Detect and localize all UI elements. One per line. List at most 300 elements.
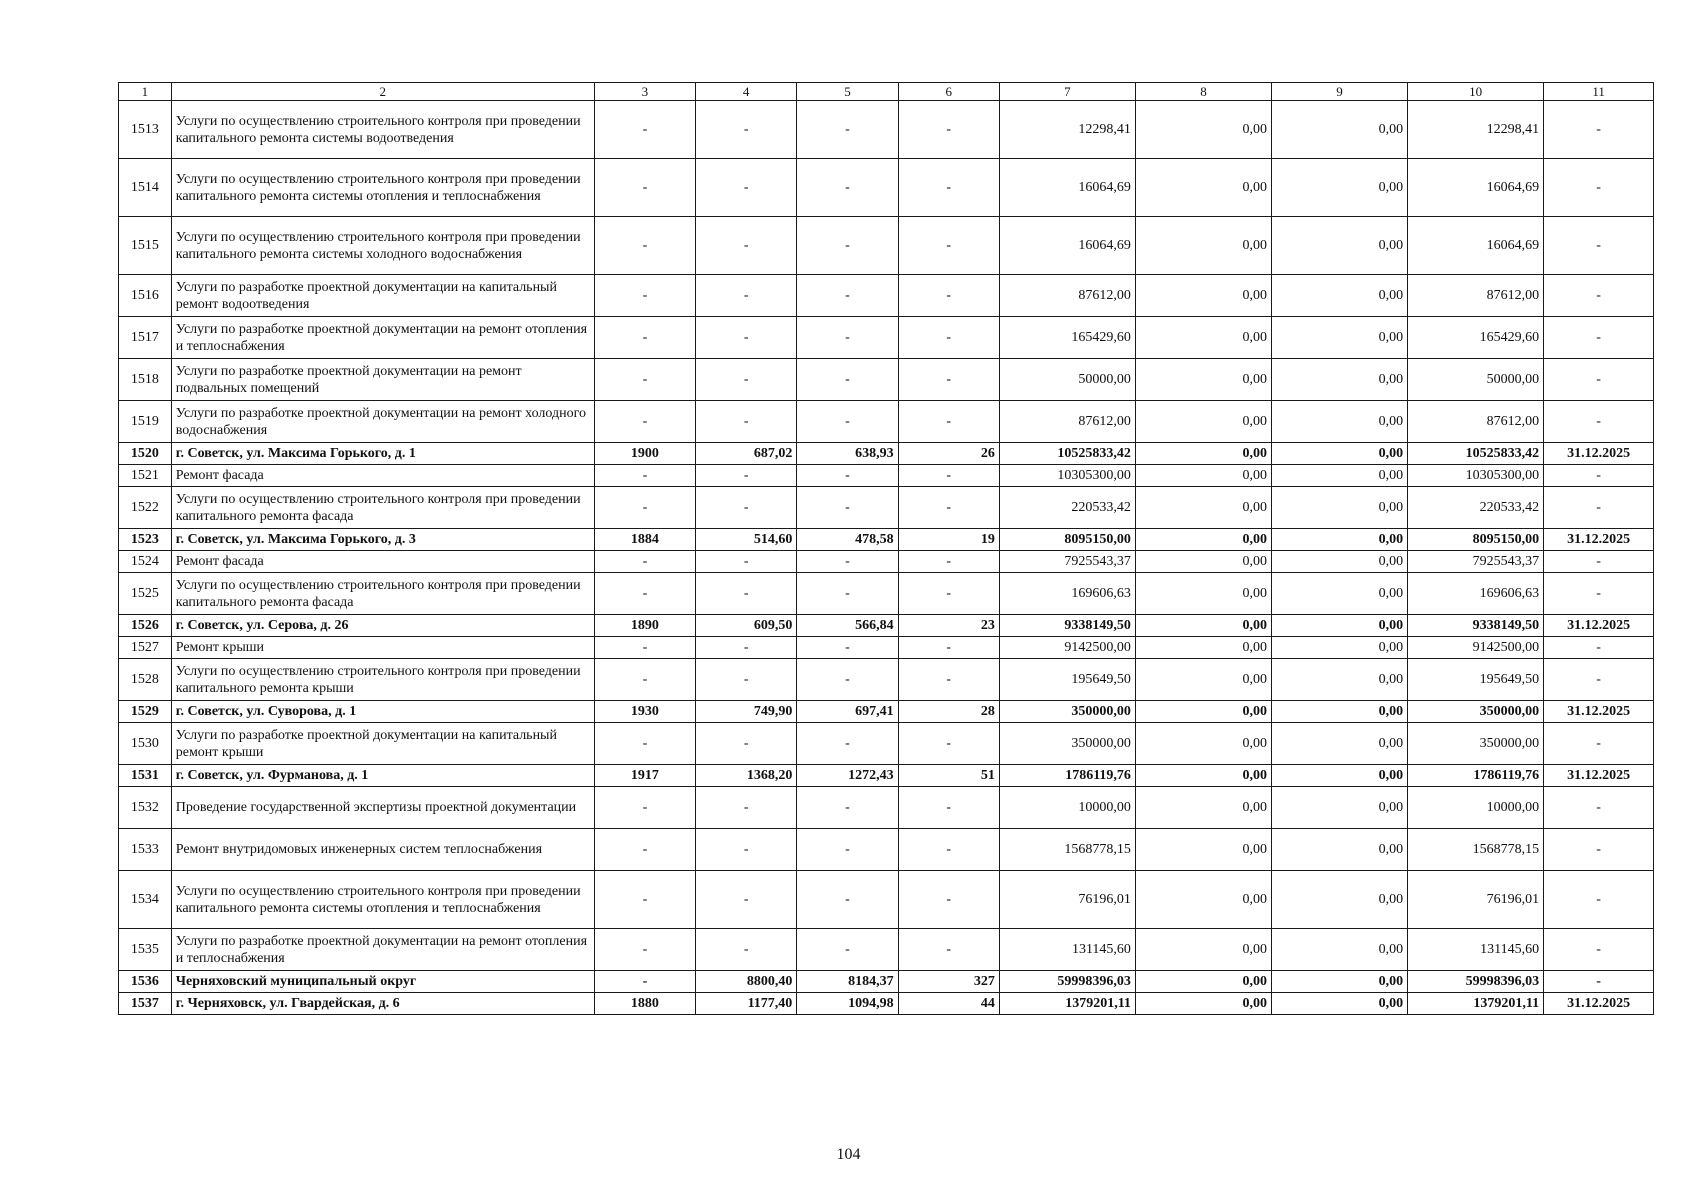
description-cell: г. Советск, ул. Суворова, д. 1 — [171, 701, 594, 723]
col3-cell: - — [594, 401, 695, 443]
col3-cell: 1890 — [594, 615, 695, 637]
row-number-cell: 1527 — [119, 637, 172, 659]
row-number-cell: 1524 — [119, 551, 172, 573]
col9-cell: 0,00 — [1272, 359, 1408, 401]
col11-cell: - — [1544, 551, 1654, 573]
col5-cell: - — [797, 401, 898, 443]
col9-cell: 0,00 — [1272, 929, 1408, 971]
col7-cell: 220533,42 — [999, 487, 1135, 529]
col10-cell: 16064,69 — [1408, 159, 1544, 217]
col3-cell: - — [594, 787, 695, 829]
col9-cell: 0,00 — [1272, 871, 1408, 929]
col11-cell: - — [1544, 637, 1654, 659]
col7-cell: 50000,00 — [999, 359, 1135, 401]
col8-cell: 0,00 — [1135, 993, 1271, 1015]
col7-cell: 165429,60 — [999, 317, 1135, 359]
col7-cell: 350000,00 — [999, 723, 1135, 765]
row-number-cell: 1517 — [119, 317, 172, 359]
description-cell: Услуги по разработке проектной документации на капитальный ремонт крыши — [171, 723, 594, 765]
col5-cell: - — [797, 217, 898, 275]
col4-cell: - — [696, 275, 797, 317]
description-cell: Услуги по осуществлению строительного контроля при проведении капитального ремонта системы водоотведения — [171, 101, 594, 159]
col5-cell: - — [797, 659, 898, 701]
col4-cell: - — [696, 871, 797, 929]
col6-cell: - — [898, 829, 999, 871]
col7-cell: 350000,00 — [999, 701, 1135, 723]
col10-cell: 87612,00 — [1408, 275, 1544, 317]
col4-cell: - — [696, 659, 797, 701]
row-number-cell: 1536 — [119, 971, 172, 993]
col5-cell: - — [797, 723, 898, 765]
description-cell: Ремонт фасада — [171, 551, 594, 573]
col4-cell: - — [696, 465, 797, 487]
col3-cell: - — [594, 573, 695, 615]
description-cell: Услуги по разработке проектной документации на ремонт холодного водоснабжения — [171, 401, 594, 443]
row-number-cell: 1532 — [119, 787, 172, 829]
column-header: 7 — [999, 83, 1135, 101]
description-cell: г. Советск, ул. Фурманова, д. 1 — [171, 765, 594, 787]
col4-cell: 8800,40 — [696, 971, 797, 993]
col9-cell: 0,00 — [1272, 159, 1408, 217]
col5-cell: 1272,43 — [797, 765, 898, 787]
col7-cell: 1568778,15 — [999, 829, 1135, 871]
col8-cell: 0,00 — [1135, 829, 1271, 871]
col5-cell: - — [797, 871, 898, 929]
col9-cell: 0,00 — [1272, 401, 1408, 443]
col7-cell: 76196,01 — [999, 871, 1135, 929]
col6-cell: - — [898, 465, 999, 487]
col7-cell: 16064,69 — [999, 217, 1135, 275]
col6-cell: - — [898, 551, 999, 573]
row-number-cell: 1525 — [119, 573, 172, 615]
col8-cell: 0,00 — [1135, 487, 1271, 529]
col5-cell: - — [797, 637, 898, 659]
col10-cell: 16064,69 — [1408, 217, 1544, 275]
col6-cell: - — [898, 659, 999, 701]
col9-cell: 0,00 — [1272, 465, 1408, 487]
col3-cell: - — [594, 317, 695, 359]
col9-cell: 0,00 — [1272, 529, 1408, 551]
col4-cell: - — [696, 829, 797, 871]
col11-cell: - — [1544, 871, 1654, 929]
column-header: 5 — [797, 83, 898, 101]
table-row — [119, 659, 1654, 701]
col9-cell: 0,00 — [1272, 551, 1408, 573]
col4-cell: - — [696, 573, 797, 615]
col8-cell: 0,00 — [1135, 443, 1271, 465]
col11-cell: - — [1544, 787, 1654, 829]
col7-cell: 169606,63 — [999, 573, 1135, 615]
col7-cell: 8095150,00 — [999, 529, 1135, 551]
col5-cell: - — [797, 101, 898, 159]
column-header: 10 — [1408, 83, 1544, 101]
col4-cell: - — [696, 101, 797, 159]
col9-cell: 0,00 — [1272, 615, 1408, 637]
page-number: 104 — [836, 1146, 861, 1163]
table-row — [119, 787, 1654, 829]
col8-cell: 0,00 — [1135, 317, 1271, 359]
column-header: 6 — [898, 83, 999, 101]
col11-cell: 31.12.2025 — [1544, 765, 1654, 787]
description-cell: Проведение государственной экспертизы проектной документации — [171, 787, 594, 829]
col5-cell: - — [797, 275, 898, 317]
col8-cell: 0,00 — [1135, 101, 1271, 159]
col7-cell: 87612,00 — [999, 275, 1135, 317]
table-row — [119, 529, 1654, 551]
col9-cell: 0,00 — [1272, 275, 1408, 317]
col7-cell: 12298,41 — [999, 101, 1135, 159]
col9-cell: 0,00 — [1272, 573, 1408, 615]
row-number-cell: 1530 — [119, 723, 172, 765]
description-cell: Услуги по разработке проектной документации на ремонт подвальных помещений — [171, 359, 594, 401]
description-cell: Услуги по разработке проектной документации на капитальный ремонт водоотведения — [171, 275, 594, 317]
col7-cell: 9142500,00 — [999, 637, 1135, 659]
col3-cell: - — [594, 359, 695, 401]
col11-cell: 31.12.2025 — [1544, 443, 1654, 465]
col10-cell: 1379201,11 — [1408, 993, 1544, 1015]
col10-cell: 50000,00 — [1408, 359, 1544, 401]
row-number-cell: 1523 — [119, 529, 172, 551]
col3-cell: - — [594, 487, 695, 529]
col8-cell: 0,00 — [1135, 401, 1271, 443]
description-cell: Услуги по осуществлению строительного контроля при проведении капитального ремонта системы холодного водоснабжения — [171, 217, 594, 275]
col9-cell: 0,00 — [1272, 701, 1408, 723]
col7-cell: 59998396,03 — [999, 971, 1135, 993]
col3-cell: - — [594, 659, 695, 701]
table-row — [119, 401, 1654, 443]
col9-cell: 0,00 — [1272, 217, 1408, 275]
description-cell: Услуги по осуществлению строительного контроля при проведении капитального ремонта крыши — [171, 659, 594, 701]
col11-cell: - — [1544, 487, 1654, 529]
col4-cell: 1368,20 — [696, 765, 797, 787]
col7-cell: 87612,00 — [999, 401, 1135, 443]
col10-cell: 350000,00 — [1408, 701, 1544, 723]
col11-cell: - — [1544, 465, 1654, 487]
col9-cell: 0,00 — [1272, 829, 1408, 871]
col10-cell: 76196,01 — [1408, 871, 1544, 929]
col10-cell: 350000,00 — [1408, 723, 1544, 765]
col7-cell: 7925543,37 — [999, 551, 1135, 573]
col6-cell: 51 — [898, 765, 999, 787]
col8-cell: 0,00 — [1135, 637, 1271, 659]
col8-cell: 0,00 — [1135, 217, 1271, 275]
table-row — [119, 217, 1654, 275]
col5-cell: 478,58 — [797, 529, 898, 551]
col8-cell: 0,00 — [1135, 275, 1271, 317]
table-row — [119, 615, 1654, 637]
col4-cell: 687,02 — [696, 443, 797, 465]
col11-cell: 31.12.2025 — [1544, 615, 1654, 637]
col5-cell: 566,84 — [797, 615, 898, 637]
col9-cell: 0,00 — [1272, 993, 1408, 1015]
col3-cell: - — [594, 637, 695, 659]
col5-cell: 697,41 — [797, 701, 898, 723]
data-table — [118, 82, 1654, 1015]
col5-cell: - — [797, 159, 898, 217]
col10-cell: 1786119,76 — [1408, 765, 1544, 787]
table-row — [119, 275, 1654, 317]
col4-cell: 514,60 — [696, 529, 797, 551]
col10-cell: 9338149,50 — [1408, 615, 1544, 637]
col4-cell: - — [696, 487, 797, 529]
description-cell: Услуги по разработке проектной документации на ремонт отопления и теплоснабжения — [171, 317, 594, 359]
col7-cell: 9338149,50 — [999, 615, 1135, 637]
col7-cell: 10525833,42 — [999, 443, 1135, 465]
row-number-cell: 1521 — [119, 465, 172, 487]
col4-cell: - — [696, 401, 797, 443]
col3-cell: - — [594, 929, 695, 971]
col8-cell: 0,00 — [1135, 787, 1271, 829]
col6-cell: - — [898, 401, 999, 443]
col7-cell: 16064,69 — [999, 159, 1135, 217]
col6-cell: - — [898, 637, 999, 659]
col3-cell: - — [594, 551, 695, 573]
col10-cell: 10525833,42 — [1408, 443, 1544, 465]
col10-cell: 87612,00 — [1408, 401, 1544, 443]
col3-cell: 1880 — [594, 993, 695, 1015]
col5-cell: - — [797, 317, 898, 359]
col9-cell: 0,00 — [1272, 487, 1408, 529]
col11-cell: - — [1544, 723, 1654, 765]
col6-cell: - — [898, 929, 999, 971]
col6-cell: - — [898, 217, 999, 275]
col11-cell: - — [1544, 359, 1654, 401]
col4-cell: - — [696, 723, 797, 765]
col5-cell: - — [797, 551, 898, 573]
col3-cell: - — [594, 101, 695, 159]
col11-cell: - — [1544, 401, 1654, 443]
row-number-cell: 1531 — [119, 765, 172, 787]
col8-cell: 0,00 — [1135, 971, 1271, 993]
col5-cell: - — [797, 487, 898, 529]
col10-cell: 9142500,00 — [1408, 637, 1544, 659]
col6-cell: 44 — [898, 993, 999, 1015]
row-number-cell: 1535 — [119, 929, 172, 971]
table-row — [119, 359, 1654, 401]
col3-cell: 1884 — [594, 529, 695, 551]
row-number-cell: 1514 — [119, 159, 172, 217]
col10-cell: 10000,00 — [1408, 787, 1544, 829]
col5-cell: - — [797, 829, 898, 871]
row-number-cell: 1515 — [119, 217, 172, 275]
col8-cell: 0,00 — [1135, 551, 1271, 573]
table-row — [119, 765, 1654, 787]
col8-cell: 0,00 — [1135, 359, 1271, 401]
col11-cell: 31.12.2025 — [1544, 701, 1654, 723]
col10-cell: 220533,42 — [1408, 487, 1544, 529]
table-row — [119, 971, 1654, 993]
col11-cell: - — [1544, 275, 1654, 317]
col8-cell: 0,00 — [1135, 159, 1271, 217]
col8-cell: 0,00 — [1135, 929, 1271, 971]
col6-cell: - — [898, 159, 999, 217]
column-header: 8 — [1135, 83, 1271, 101]
col5-cell: - — [797, 359, 898, 401]
col11-cell: 31.12.2025 — [1544, 529, 1654, 551]
col8-cell: 0,00 — [1135, 659, 1271, 701]
description-cell: Ремонт крыши — [171, 637, 594, 659]
col9-cell: 0,00 — [1272, 723, 1408, 765]
col11-cell: - — [1544, 829, 1654, 871]
description-cell: Услуги по осуществлению строительного контроля при проведении капитального ремонта фасада — [171, 573, 594, 615]
table-row — [119, 317, 1654, 359]
description-cell: Ремонт фасада — [171, 465, 594, 487]
col5-cell: 638,93 — [797, 443, 898, 465]
col10-cell: 195649,50 — [1408, 659, 1544, 701]
description-cell: Черняховский муниципальный округ — [171, 971, 594, 993]
document-sheet — [118, 82, 1654, 1015]
col10-cell: 10305300,00 — [1408, 465, 1544, 487]
table-row — [119, 871, 1654, 929]
col6-cell: - — [898, 787, 999, 829]
row-number-cell: 1534 — [119, 871, 172, 929]
table-row — [119, 159, 1654, 217]
col4-cell: 609,50 — [696, 615, 797, 637]
col6-cell: - — [898, 101, 999, 159]
col4-cell: - — [696, 637, 797, 659]
column-header: 3 — [594, 83, 695, 101]
col10-cell: 8095150,00 — [1408, 529, 1544, 551]
col9-cell: 0,00 — [1272, 637, 1408, 659]
column-header: 1 — [119, 83, 172, 101]
col5-cell: - — [797, 465, 898, 487]
col10-cell: 169606,63 — [1408, 573, 1544, 615]
col6-cell: - — [898, 871, 999, 929]
row-number-cell: 1522 — [119, 487, 172, 529]
row-number-cell: 1519 — [119, 401, 172, 443]
col3-cell: 1900 — [594, 443, 695, 465]
column-header: 11 — [1544, 83, 1654, 101]
table-row — [119, 101, 1654, 159]
col5-cell: - — [797, 573, 898, 615]
col8-cell: 0,00 — [1135, 765, 1271, 787]
col3-cell: - — [594, 159, 695, 217]
description-cell: г. Советск, ул. Максима Горького, д. 1 — [171, 443, 594, 465]
col6-cell: - — [898, 359, 999, 401]
table-row — [119, 993, 1654, 1015]
col11-cell: - — [1544, 159, 1654, 217]
row-number-cell: 1529 — [119, 701, 172, 723]
table-row — [119, 637, 1654, 659]
description-cell: Ремонт внутридомовых инженерных систем теплоснабжения — [171, 829, 594, 871]
col7-cell: 10305300,00 — [999, 465, 1135, 487]
description-cell: Услуги по осуществлению строительного контроля при проведении капитального ремонта фасада — [171, 487, 594, 529]
col7-cell: 1379201,11 — [999, 993, 1135, 1015]
col5-cell: - — [797, 929, 898, 971]
col4-cell: - — [696, 317, 797, 359]
col4-cell: - — [696, 359, 797, 401]
col3-cell: - — [594, 723, 695, 765]
col8-cell: 0,00 — [1135, 723, 1271, 765]
col8-cell: 0,00 — [1135, 573, 1271, 615]
column-header: 9 — [1272, 83, 1408, 101]
col5-cell: - — [797, 787, 898, 829]
col6-cell: - — [898, 723, 999, 765]
col8-cell: 0,00 — [1135, 465, 1271, 487]
col6-cell: 19 — [898, 529, 999, 551]
col10-cell: 131145,60 — [1408, 929, 1544, 971]
col9-cell: 0,00 — [1272, 443, 1408, 465]
description-cell: Услуги по осуществлению строительного контроля при проведении капитального ремонта системы отопления и теплоснабжения — [171, 871, 594, 929]
col7-cell: 195649,50 — [999, 659, 1135, 701]
col11-cell: - — [1544, 101, 1654, 159]
col11-cell: - — [1544, 573, 1654, 615]
col4-cell: - — [696, 787, 797, 829]
row-number-cell: 1516 — [119, 275, 172, 317]
col10-cell: 59998396,03 — [1408, 971, 1544, 993]
col3-cell: - — [594, 217, 695, 275]
description-cell: г. Черняховск, ул. Гвардейская, д. 6 — [171, 993, 594, 1015]
table-row — [119, 443, 1654, 465]
row-number-cell: 1526 — [119, 615, 172, 637]
col7-cell: 131145,60 — [999, 929, 1135, 971]
col3-cell: - — [594, 275, 695, 317]
col3-cell: - — [594, 829, 695, 871]
col11-cell: - — [1544, 659, 1654, 701]
col6-cell: - — [898, 317, 999, 359]
col9-cell: 0,00 — [1272, 765, 1408, 787]
col7-cell: 10000,00 — [999, 787, 1135, 829]
col3-cell: 1930 — [594, 701, 695, 723]
col11-cell: - — [1544, 217, 1654, 275]
col6-cell: 327 — [898, 971, 999, 993]
col9-cell: 0,00 — [1272, 101, 1408, 159]
col10-cell: 1568778,15 — [1408, 829, 1544, 871]
col7-cell: 1786119,76 — [999, 765, 1135, 787]
col10-cell: 7925543,37 — [1408, 551, 1544, 573]
col9-cell: 0,00 — [1272, 317, 1408, 359]
col11-cell: - — [1544, 929, 1654, 971]
col4-cell: - — [696, 159, 797, 217]
table-row — [119, 487, 1654, 529]
row-number-cell: 1528 — [119, 659, 172, 701]
table-row — [119, 573, 1654, 615]
row-number-cell: 1513 — [119, 101, 172, 159]
table-row — [119, 551, 1654, 573]
col4-cell: 749,90 — [696, 701, 797, 723]
row-number-cell: 1533 — [119, 829, 172, 871]
col4-cell: - — [696, 929, 797, 971]
col11-cell: - — [1544, 971, 1654, 993]
col9-cell: 0,00 — [1272, 659, 1408, 701]
description-cell: г. Советск, ул. Серова, д. 26 — [171, 615, 594, 637]
col8-cell: 0,00 — [1135, 871, 1271, 929]
row-number-cell: 1518 — [119, 359, 172, 401]
col4-cell: - — [696, 551, 797, 573]
col9-cell: 0,00 — [1272, 787, 1408, 829]
table-row — [119, 829, 1654, 871]
col3-cell: - — [594, 465, 695, 487]
col3-cell: - — [594, 871, 695, 929]
table-row — [119, 701, 1654, 723]
col8-cell: 0,00 — [1135, 615, 1271, 637]
col10-cell: 12298,41 — [1408, 101, 1544, 159]
col11-cell: - — [1544, 317, 1654, 359]
description-cell: Услуги по разработке проектной документации на ремонт отопления и теплоснабжения — [171, 929, 594, 971]
table-row — [119, 929, 1654, 971]
column-number-row — [119, 83, 1654, 101]
col4-cell: 1177,40 — [696, 993, 797, 1015]
row-number-cell: 1520 — [119, 443, 172, 465]
column-header: 2 — [171, 83, 594, 101]
col10-cell: 165429,60 — [1408, 317, 1544, 359]
col5-cell: 1094,98 — [797, 993, 898, 1015]
col4-cell: - — [696, 217, 797, 275]
row-number-cell: 1537 — [119, 993, 172, 1015]
col6-cell: - — [898, 275, 999, 317]
col6-cell: - — [898, 487, 999, 529]
col8-cell: 0,00 — [1135, 529, 1271, 551]
